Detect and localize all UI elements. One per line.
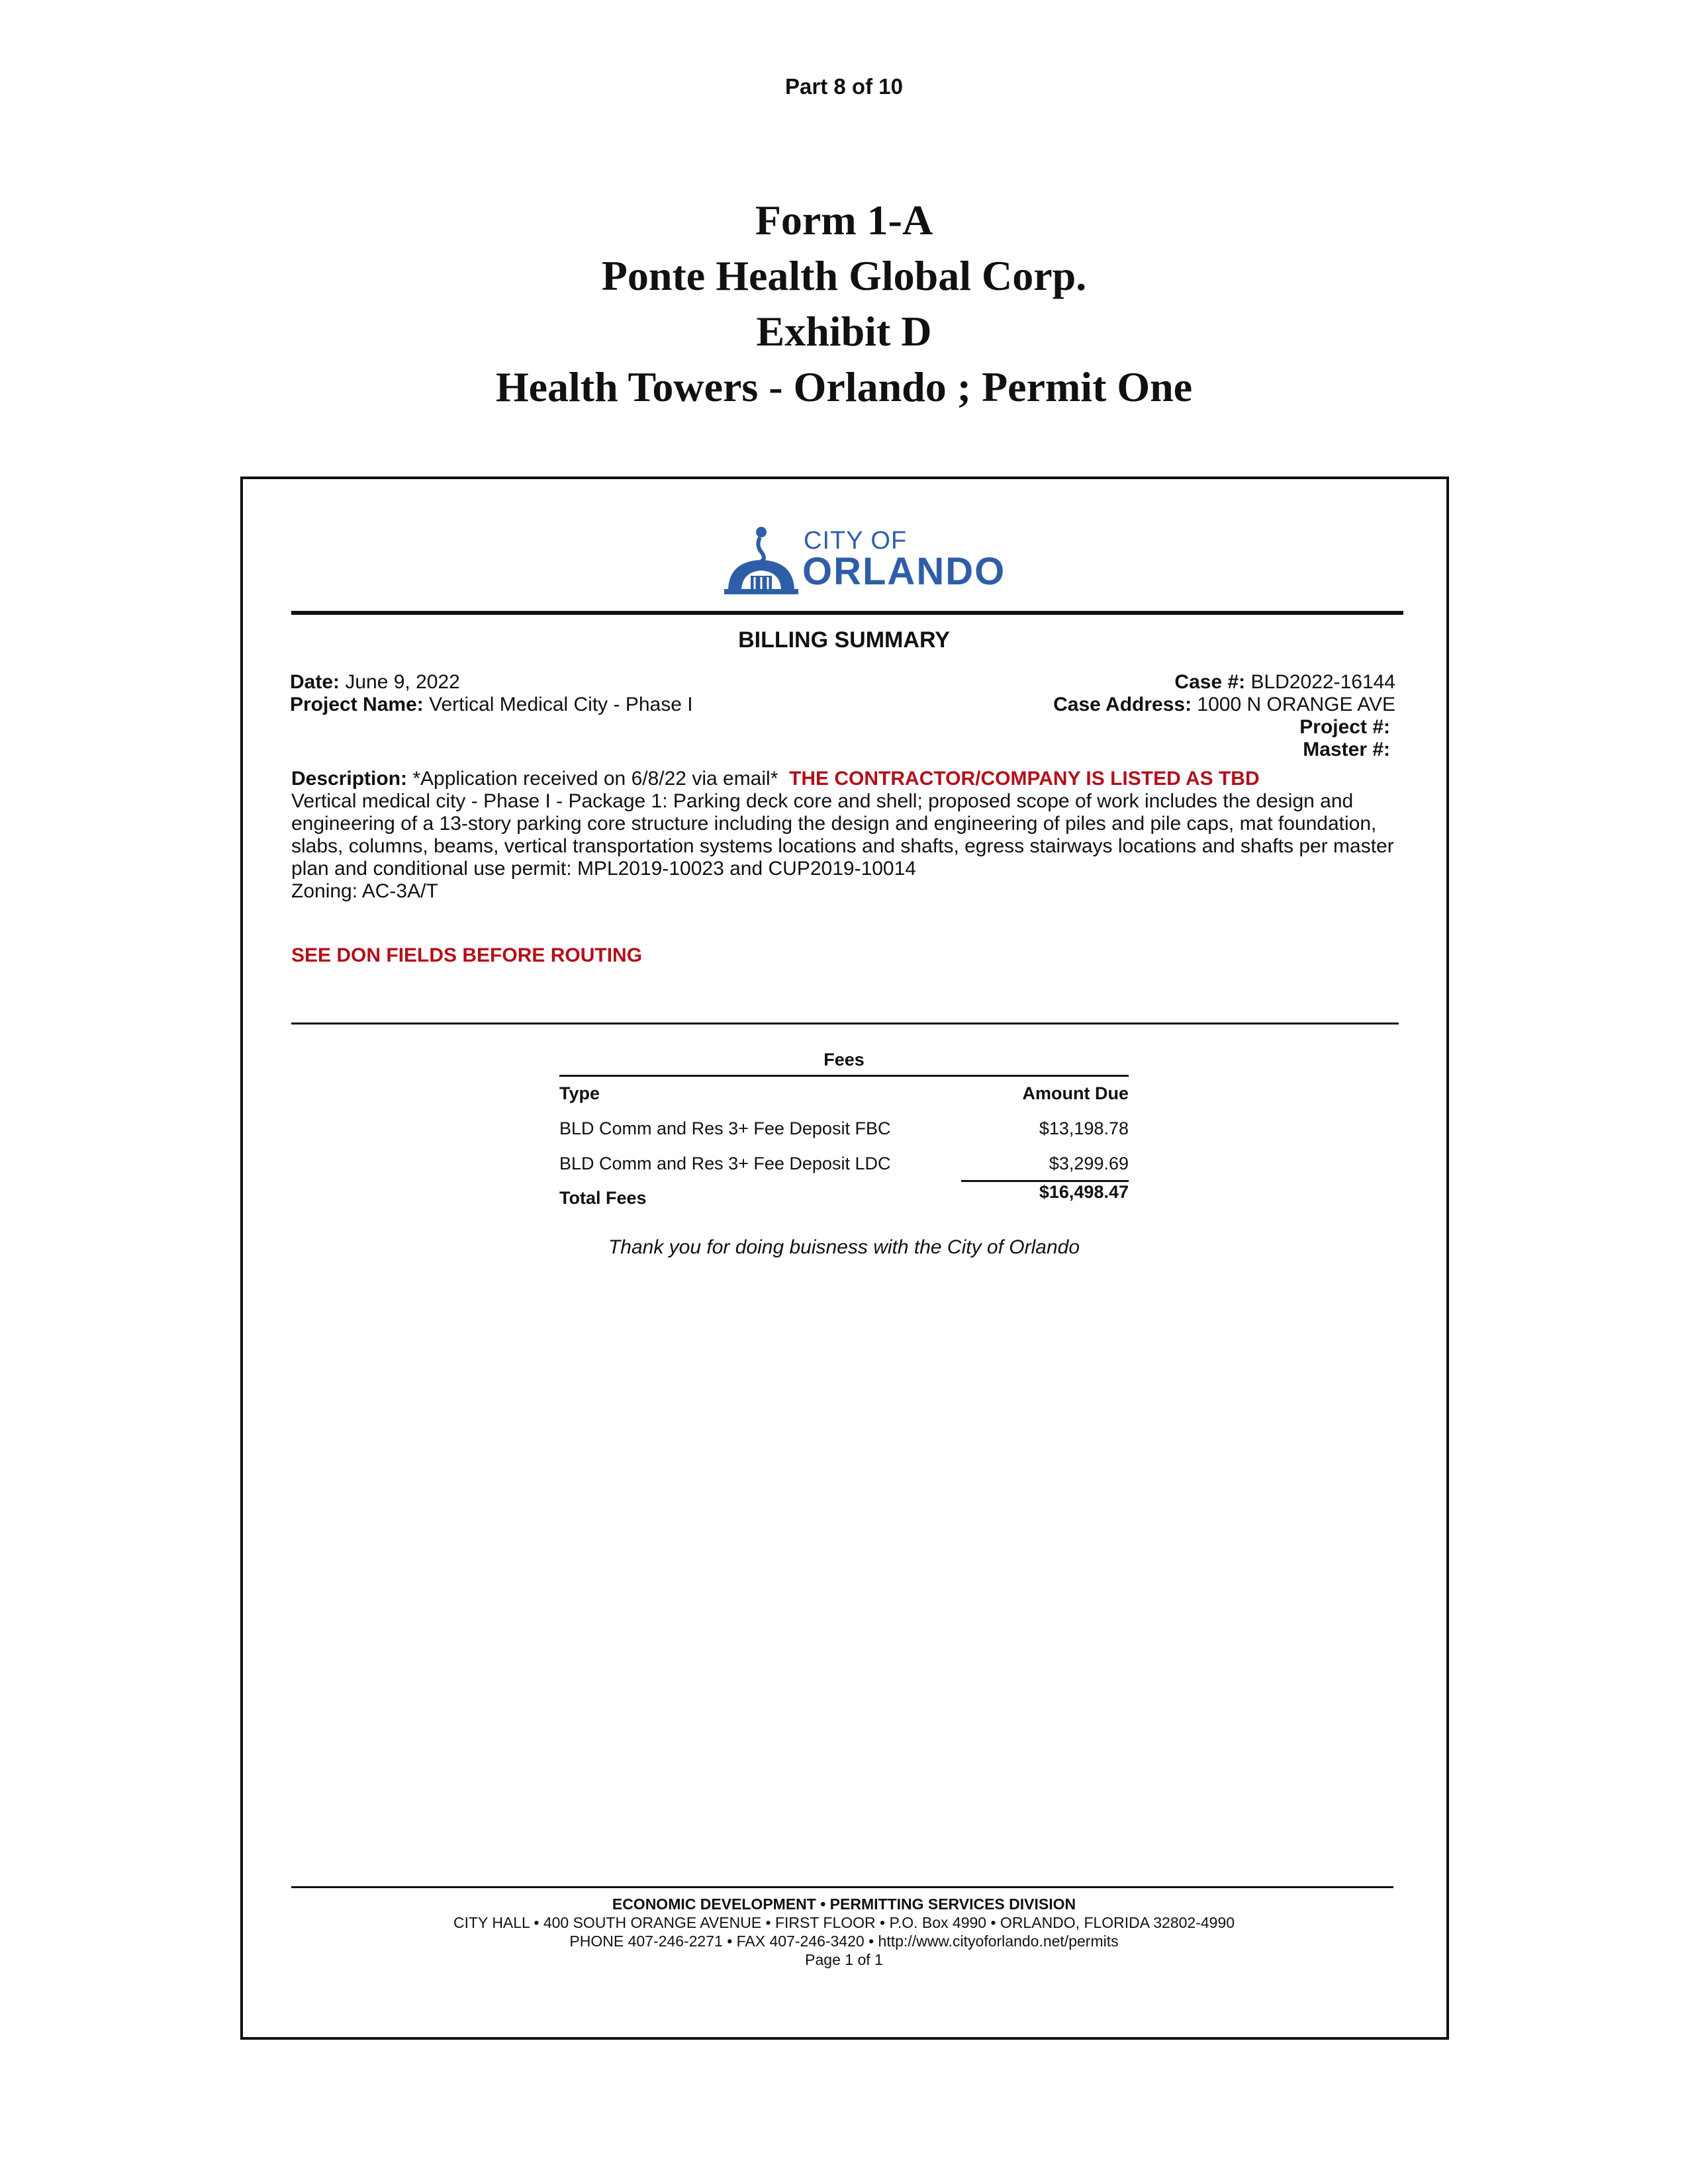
master-number-label: Master #:	[1303, 739, 1390, 760]
date-value: June 9, 2022	[345, 671, 460, 693]
project-name-label: Project Name:	[290, 694, 424, 715]
section-divider	[291, 1023, 1399, 1024]
header-divider	[291, 611, 1403, 615]
description-line: engineering of a 13-story parking core structure including the design and engineering of piles and pile caps, mat foundation,	[291, 813, 1377, 835]
description-note: *Application received on 6/8/22 via email*	[412, 768, 778, 790]
total-fees-value: $16,498.47	[1039, 1182, 1129, 1202]
description-line: slabs, columns, beams, vertical transportation systems locations and shafts, egress stairways locations and shafts per master	[291, 835, 1394, 857]
case-info-right	[1053, 671, 1395, 761]
footer-division: ECONOMIC DEVELOPMENT • PERMITTING SERVICES DIVISION	[612, 1895, 1076, 1913]
billing-summary-title: BILLING SUMMARY	[738, 627, 950, 653]
description-label: Description:	[291, 768, 408, 790]
company-name: Ponte Health Global Corp.	[601, 252, 1087, 299]
project-number-label: Project #:	[1299, 716, 1390, 738]
thank-you-note: Thank you for doing buisness with the City of Orlando	[608, 1236, 1080, 1258]
fees-amount-header: Amount Due	[1022, 1083, 1129, 1103]
fee-row-type: BLD Comm and Res 3+ Fee Deposit LDC	[559, 1154, 891, 1173]
fees-header-rule	[559, 1075, 1129, 1077]
part-label: Part 8 of 10	[785, 74, 903, 99]
fees-title: Fees	[823, 1050, 865, 1069]
case-address-label: Case Address:	[1053, 694, 1192, 715]
fee-row-amount: $13,198.78	[1039, 1118, 1129, 1138]
description-block	[291, 768, 1403, 903]
description-line: Vertical medical city - Phase I - Package 1: Parking deck core and shell; proposed scope of work includes the design and	[291, 790, 1354, 812]
logo-city-of-text: CITY OF	[804, 527, 908, 555]
total-fees-label: Total Fees	[559, 1188, 647, 1208]
project-info-left	[290, 671, 693, 716]
description-line: plan and conditional use permit: MPL2019-10023 and CUP2019-10014	[291, 858, 916, 880]
fees-type-header: Type	[559, 1083, 600, 1103]
form-title: Form 1-A	[755, 197, 933, 244]
fee-row-amount: $3,299.69	[1049, 1154, 1129, 1173]
footer-address: CITY HALL • 400 SOUTH ORANGE AVENUE • FIRST FLOOR • P.O. Box 4990 • ORLANDO, FLORIDA 32802-4990	[453, 1914, 1235, 1931]
footer-page-number: Page 1 of 1	[805, 1951, 883, 1968]
fee-row-type: BLD Comm and Res 3+ Fee Deposit FBC	[559, 1118, 891, 1138]
footer-contact: PHONE 407-246-2271 • FAX 407-246-3420 • http://www.cityoforlando.net/permits	[569, 1933, 1119, 1950]
contractor-warning: THE CONTRACTOR/COMPANY IS LISTED AS TBD	[789, 768, 1260, 790]
exhibit-title: Exhibit D	[756, 308, 932, 355]
date-label: Date:	[290, 671, 340, 693]
footer-divider	[291, 1886, 1393, 1888]
city-of-orlando-logo	[722, 523, 1013, 596]
permit-title: Health Towers - Orlando ; Permit One	[495, 363, 1193, 410]
project-name-value: Vertical Medical City - Phase I	[429, 694, 693, 715]
case-address-value: 1000 N ORANGE AVE	[1197, 694, 1395, 715]
case-number-label: Case #:	[1174, 671, 1246, 693]
logo-orlando-text: ORLANDO	[802, 550, 1006, 593]
routing-note: SEE DON FIELDS BEFORE ROUTING	[291, 944, 643, 966]
city-hall-dome-icon	[722, 523, 801, 596]
zoning-text: Zoning: AC-3A/T	[291, 880, 438, 902]
case-number-value: BLD2022-16144	[1250, 671, 1395, 693]
